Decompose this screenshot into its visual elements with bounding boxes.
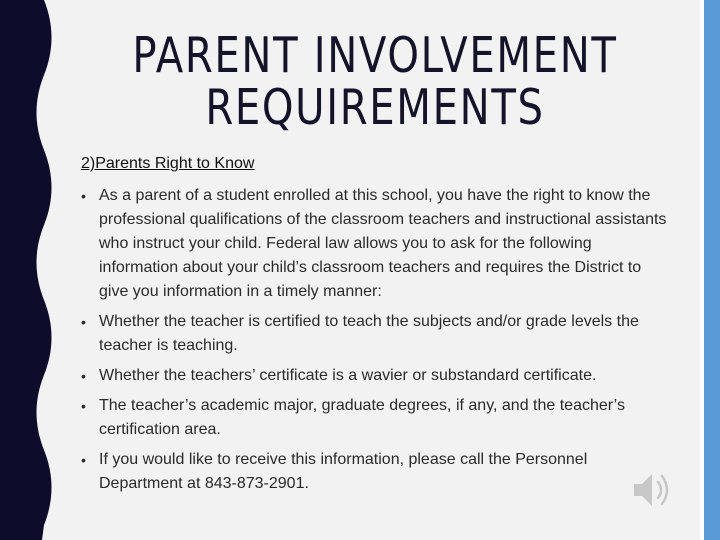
bullet-list bbox=[81, 184, 671, 502]
slide-title bbox=[125, 27, 625, 136]
section-heading: 2)Parents Right to Know bbox=[81, 155, 255, 172]
bullet-item-3: • Whether the teachers’ certificate is a wavier or substandard certificate. bbox=[81, 364, 671, 388]
left-wave-band bbox=[0, 0, 60, 540]
bullet-item-4: • The teacher’s academic major, graduate degrees, if any, and the teacher’s certification area. bbox=[81, 394, 671, 442]
speaker-icon[interactable] bbox=[628, 466, 676, 514]
bullet-item-2: • Whether the teacher is certified to teach the subjects and/or grade levels the teacher is teaching. bbox=[81, 310, 671, 358]
bullet-item-5: • If you would like to receive this information, please call the Personnel Department at 843-873-2901. bbox=[81, 448, 671, 496]
right-accent-band bbox=[704, 0, 720, 540]
title-line-1: PARENT INVOLVEMENT bbox=[132, 27, 618, 84]
bullet-item-1: • As a parent of a student enrolled at this school, you have the right to know the professional qualifications of the classroom teachers and instructional assistants who instruct your child. Federal law allows you to ask for the following information about your child’s classroom teachers and requires the District to give you information in a timely manner: bbox=[81, 184, 671, 304]
title-line-2: REQUIREMENTS bbox=[205, 79, 545, 136]
